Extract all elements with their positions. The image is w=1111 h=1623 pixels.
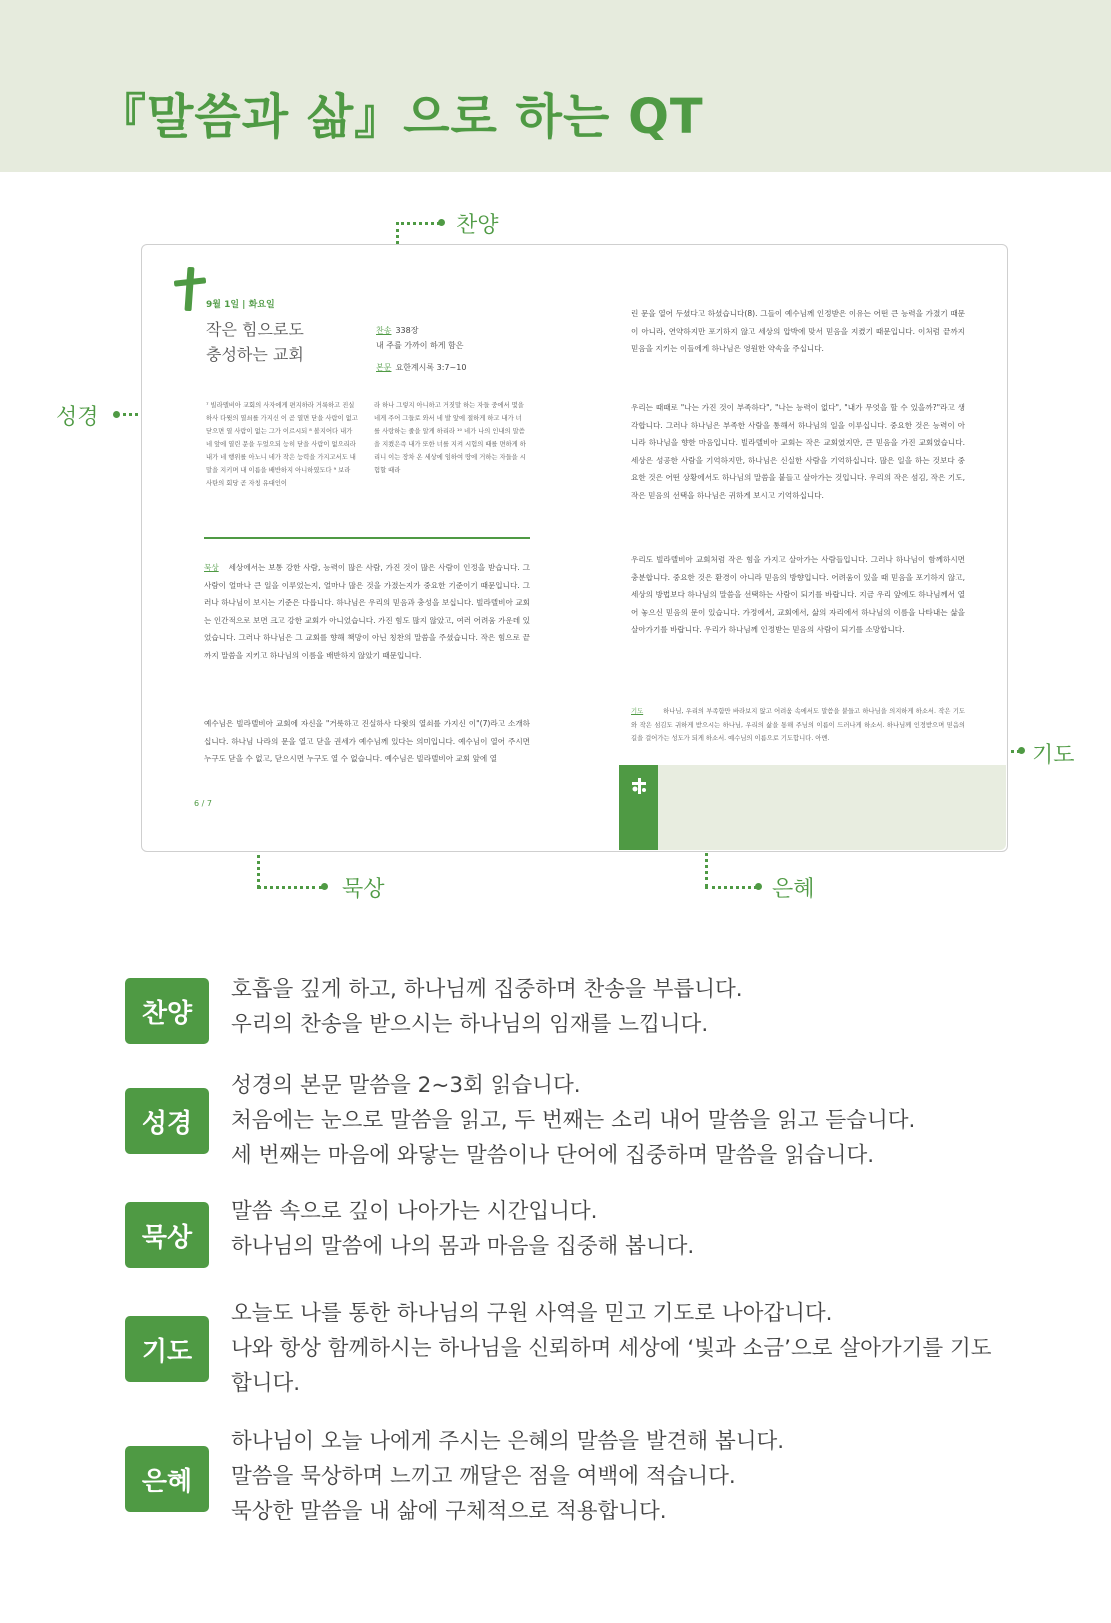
callout-bible: 성경 <box>56 405 99 430</box>
legend-line: 세 번째는 마음에 와닿는 말씀이나 단어에 집중하며 말씀을 읽습니다. <box>231 1143 875 1168</box>
legend-prayer-text <box>231 1296 992 1401</box>
badge-grace: 은혜 <box>125 1446 209 1512</box>
legend-meditation-text <box>231 1194 694 1264</box>
hymn-number: 338장 <box>395 326 419 335</box>
divider <box>204 537 530 539</box>
prayer-paragraph <box>631 705 965 746</box>
right-paragraph-1: 린 문을 열어 두셨다고 하셨습니다(8). 그들이 예수님께 인정받은 이유는 어떤 큰 능력을 가졌기 때문이 아니라, 연약하지만 포기하지 않고 세상의 압박에 맞서 믿음을 지켰기 때문입니다. 이처럼 끝까지 믿음을 지키는 이들에게 하나님은 영원한 약속을 주십니다. <box>631 309 965 353</box>
legend-line: 합니다. <box>231 1371 301 1396</box>
prayer-label: 기도 <box>631 708 644 715</box>
qt-spread <box>141 244 1008 852</box>
right-paragraph-3: 우리도 빌라델비아 교회처럼 작은 힘을 가지고 살아가는 사람들입니다. 그러나 하나님이 함께하시면 충분합니다. 중요한 것은 환경이 아니라 믿음의 방향입니다. 어려움이 있을 때 믿음을 포기하지 않고, 세상의 방법보다 하나님의 말씀을 선택하는 사람이 되기를 바랍니다. 지금 우리 앞에도 하나님께서 열어 놓으신 믿음의 문이 있습니다. 가정에서, 교회에서, 삶의 자리에서 하나님의 이름을 나타내는 삶을 살아가기를 바랍니다. 우리가 하나님께 인정받는 믿음의 사람이 되기를 소망합니다. <box>631 555 965 634</box>
legend-line: 하나님의 말씀에 나의 몸과 마음을 집중해 봅니다. <box>231 1234 695 1259</box>
grace-icon <box>630 777 648 795</box>
legend-line: 하나님이 오늘 나에게 주시는 은혜의 말씀을 발견해 봅니다. <box>231 1429 785 1454</box>
legend-line: 오늘도 나를 통한 하나님의 구원 사역을 믿고 기도로 나아갑니다. <box>231 1301 833 1326</box>
callout-grace-dot <box>755 883 762 890</box>
badge-prayer: 기도 <box>125 1316 209 1382</box>
page-number: 6 / 7 <box>194 799 212 808</box>
text-label: 본문 <box>376 363 392 372</box>
prayer-text: 하나님, 우리의 부족함만 바라보지 않고 어려움 속에서도 말씀을 붙들고 하나님을 의지하게 하소서. 작은 기도와 작은 섬김도 귀하게 받으시는 하나님, 우리의 삶을 통해 주님의 이름이 드러나게 하소서. 하나님께 인정받으며 믿음의 길을 걸어가는 성도가 되게 하소서. 예수님의 이름으로 기도합니다. 아멘. <box>631 708 965 742</box>
callout-praise: 찬양 <box>456 213 499 238</box>
legend-line: 처음에는 눈으로 말씀을 읽고, 두 번째는 소리 내어 말씀을 읽고 듣습니다. <box>231 1108 916 1133</box>
scripture-column-1: ⁷ 빌라델비아 교회의 사자에게 편지하라 거룩하고 진실하사 다윗의 열쇠를 가지신 이 곧 열면 닫을 사람이 없고 닫으면 열 사람이 없는 그가 이르시되 ⁸ 볼지어다 내가 네 앞에 열린 문을 두었으되 능히 닫을 사람이 없으리라 내가 네 행위를 아노니 네가 작은 능력을 가지고서도 내 말을 지키며 내 이름을 배반하지 아니하였도다 ⁹ 보라 사탄의 회당 곧 자칭 유대인이 <box>206 402 358 487</box>
legend-line: 성경의 본문 말씀을 2~3회 읽습니다. <box>231 1073 581 1098</box>
meditation-paragraph-1 <box>204 559 530 664</box>
legend-praise-text <box>231 972 743 1042</box>
callout-prayer: 기도 <box>1032 743 1075 768</box>
callout-praise-line-h <box>396 222 440 225</box>
badge-meditation: 묵상 <box>125 1202 209 1268</box>
grace-notes-area <box>619 765 1006 850</box>
legend-bible-text <box>231 1068 915 1173</box>
callout-prayer-dot <box>1018 747 1025 754</box>
hymn-and-text-meta <box>376 323 466 375</box>
legend-line: 말씀 속으로 깊이 나아가는 시간입니다. <box>231 1199 598 1224</box>
date: 9월 1일 | 화요일 <box>206 300 275 310</box>
text-reference: 요한계시록 3:7~10 <box>395 363 467 372</box>
hymn-title: 내 주를 가까이 하게 함은 <box>376 341 464 350</box>
legend-line: 말씀을 묵상하며 느끼고 깨달은 점을 여백에 적습니다. <box>231 1464 736 1489</box>
callout-meditation-line-h <box>257 886 323 889</box>
scripture-column-2: 라 하나 그렇지 아니하고 거짓말 하는 자들 중에서 몇을 네게 주어 그들로 와서 네 발 앞에 절하게 하고 내가 너를 사랑하는 줄을 알게 하리라 ¹⁰ 네가 나의 인내의 말씀을 지켰은즉 내가 또한 너를 지켜 시험의 때를 면하게 하리니 이는 장차 온 세상에 임하여 땅에 거하는 자들을 시험할 때라 <box>374 402 526 474</box>
sermon-title <box>206 317 304 367</box>
meditation-paragraph-2: 예수님은 빌라델비아 교회에 자신을 "거룩하고 진실하사 다윗의 열쇠를 가지신 이"(7)라고 소개하십니다. 하나님 나라의 문을 열고 닫을 권세가 예수님께 있다는 의미입니다. 예수님이 열어 주시면 누구도 닫을 수 없고, 닫으시면 누구도 열 수 없습니다. 예수님은 빌라델비아 교회 앞에 열 <box>204 719 530 763</box>
right-paragraph-2: 우리는 때때로 "나는 가진 것이 부족하다", "나는 능력이 없다", "내가 무엇을 할 수 있을까?"라고 생각합니다. 그러나 하나님은 부족한 사람을 통해서 하나님의 일을 이루십니다. 중요한 것은 능력이 아니라 하나님을 향한 마음입니다. 빌라델비아 교회는 작은 교회였지만, 큰 믿음을 가진 교회였습니다. 세상은 성공한 사람을 기억하지만, 하나님은 신실한 사람을 기억하십니다. 많은 일을 하는 것보다 중요한 것은 어떤 상황에서도 하나님의 말씀을 붙들고 살아가는 것입니다. 우리의 작은 섬김, 작은 기도, 작은 믿음의 선택을 하나님은 귀하게 보시고 기억하십니다. <box>631 403 965 500</box>
callout-grace-line-h <box>705 886 757 889</box>
sermon-title-line2: 충성하는 교회 <box>206 345 304 364</box>
cross-icon <box>172 267 208 315</box>
page-title: 『말씀과 삶』으로 하는 QT <box>98 89 704 145</box>
callout-praise-dot <box>438 219 445 226</box>
legend-grace-text <box>231 1424 784 1529</box>
hymn-label: 찬송 <box>376 326 392 335</box>
badge-bible: 성경 <box>125 1088 209 1154</box>
callout-meditation-dot <box>321 883 328 890</box>
legend-line: 나와 항상 함께하시는 하나님을 신뢰하며 세상에 ‘빛과 소금’으로 살아가기를 기도 <box>231 1336 992 1361</box>
callout-meditation: 묵상 <box>342 877 385 902</box>
legend-line: 우리의 찬송을 받으시는 하나님의 임재를 느낍니다. <box>231 1012 709 1037</box>
legend-line: 묵상한 말씀을 내 삶에 구체적으로 적용합니다. <box>231 1499 667 1524</box>
meditation-label: 묵상 <box>204 563 219 572</box>
legend-line: 호흡을 깊게 하고, 하나님께 집중하며 찬송을 부릅니다. <box>231 977 743 1002</box>
badge-praise: 찬양 <box>125 978 209 1044</box>
sermon-title-line1: 작은 힘으로도 <box>206 320 304 339</box>
meditation-text-1: 세상에서는 보통 강한 사람, 능력이 많은 사람, 가진 것이 많은 사람이 인정을 받습니다. 그 사람이 얼마나 큰 일을 이루었는지, 얼마나 많은 것을 가졌는지가 중요한 기준이기 때문입니다. 그러나 하나님이 보시는 기준은 다릅니다. 하나님은 우리의 믿음과 충성을 보십니다. 빌라델비아 교회는 인간적으로 보면 크고 강한 교회가 아니었습니다. 가진 힘도 많지 않았고, 여러 어려움 가운데 있었습니다. 그러나 하나님은 그 교회를 향해 책망이 아닌 칭찬의 말씀을 주셨습니다. 작은 힘으로 끝까지 말씀을 지키고 하나님의 이름을 배반하지 않았기 때문입니다. <box>204 563 530 660</box>
callout-grace: 은혜 <box>772 877 815 902</box>
